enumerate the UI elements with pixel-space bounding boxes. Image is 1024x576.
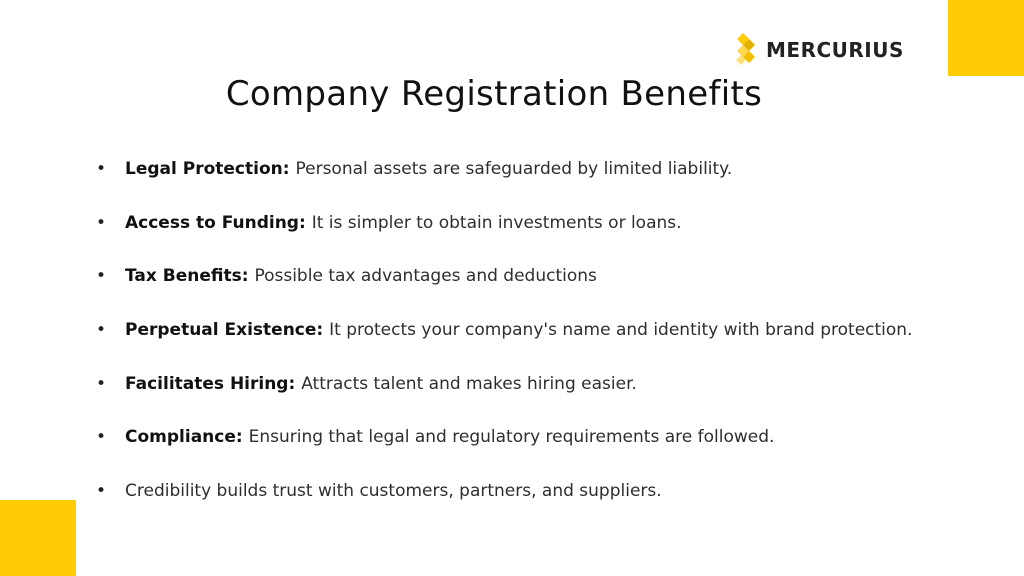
benefit-label: Tax Benefits: [125,266,255,287]
benefit-item [95,152,995,206]
benefit-text: Ensuring that legal and regulatory requirements are followed. [248,427,775,448]
benefit-text: Credibility builds trust with customers, partners, and suppliers. [125,481,662,502]
bullet-icon: • [95,373,107,394]
benefit-label: Perpetual Existence: [125,320,330,341]
benefit-item [95,367,995,421]
benefit-item [95,420,995,474]
benefit-label: Compliance: [125,427,249,448]
bullet-icon: • [95,266,107,287]
bullet-icon: • [95,159,107,179]
benefit-text: It protects your company's name and identity with brand protection. [329,320,913,341]
bullet-icon: • [95,212,107,233]
benefit-item [95,259,995,313]
brand-name: MERCURIUS [766,38,904,62]
benefit-text: Possible tax advantages and deductions [254,266,597,287]
benefit-text: Attracts talent and makes hiring easier. [301,373,637,394]
slide-title: Company Registration Benefits [225,74,763,114]
benefit-item [95,474,995,528]
benefit-item [95,206,995,260]
corner-accent-top-right [948,0,1024,76]
brand-logo [736,30,904,70]
bullet-icon: • [95,481,107,502]
stacked-diamonds-logo-icon [736,33,760,67]
benefits-list [95,152,995,528]
benefit-label: Facilitates Hiring: [125,373,302,394]
bullet-icon: • [95,427,107,448]
benefit-label: Legal Protection: [125,159,296,179]
benefit-text: Personal assets are safeguarded by limited liability. [295,159,733,179]
benefit-text: It is simpler to obtain investments or loans. [311,212,682,233]
bullet-icon: • [95,320,107,341]
benefit-label: Access to Funding: [125,212,312,233]
benefit-item [95,313,995,367]
corner-accent-bottom-left [0,500,76,576]
